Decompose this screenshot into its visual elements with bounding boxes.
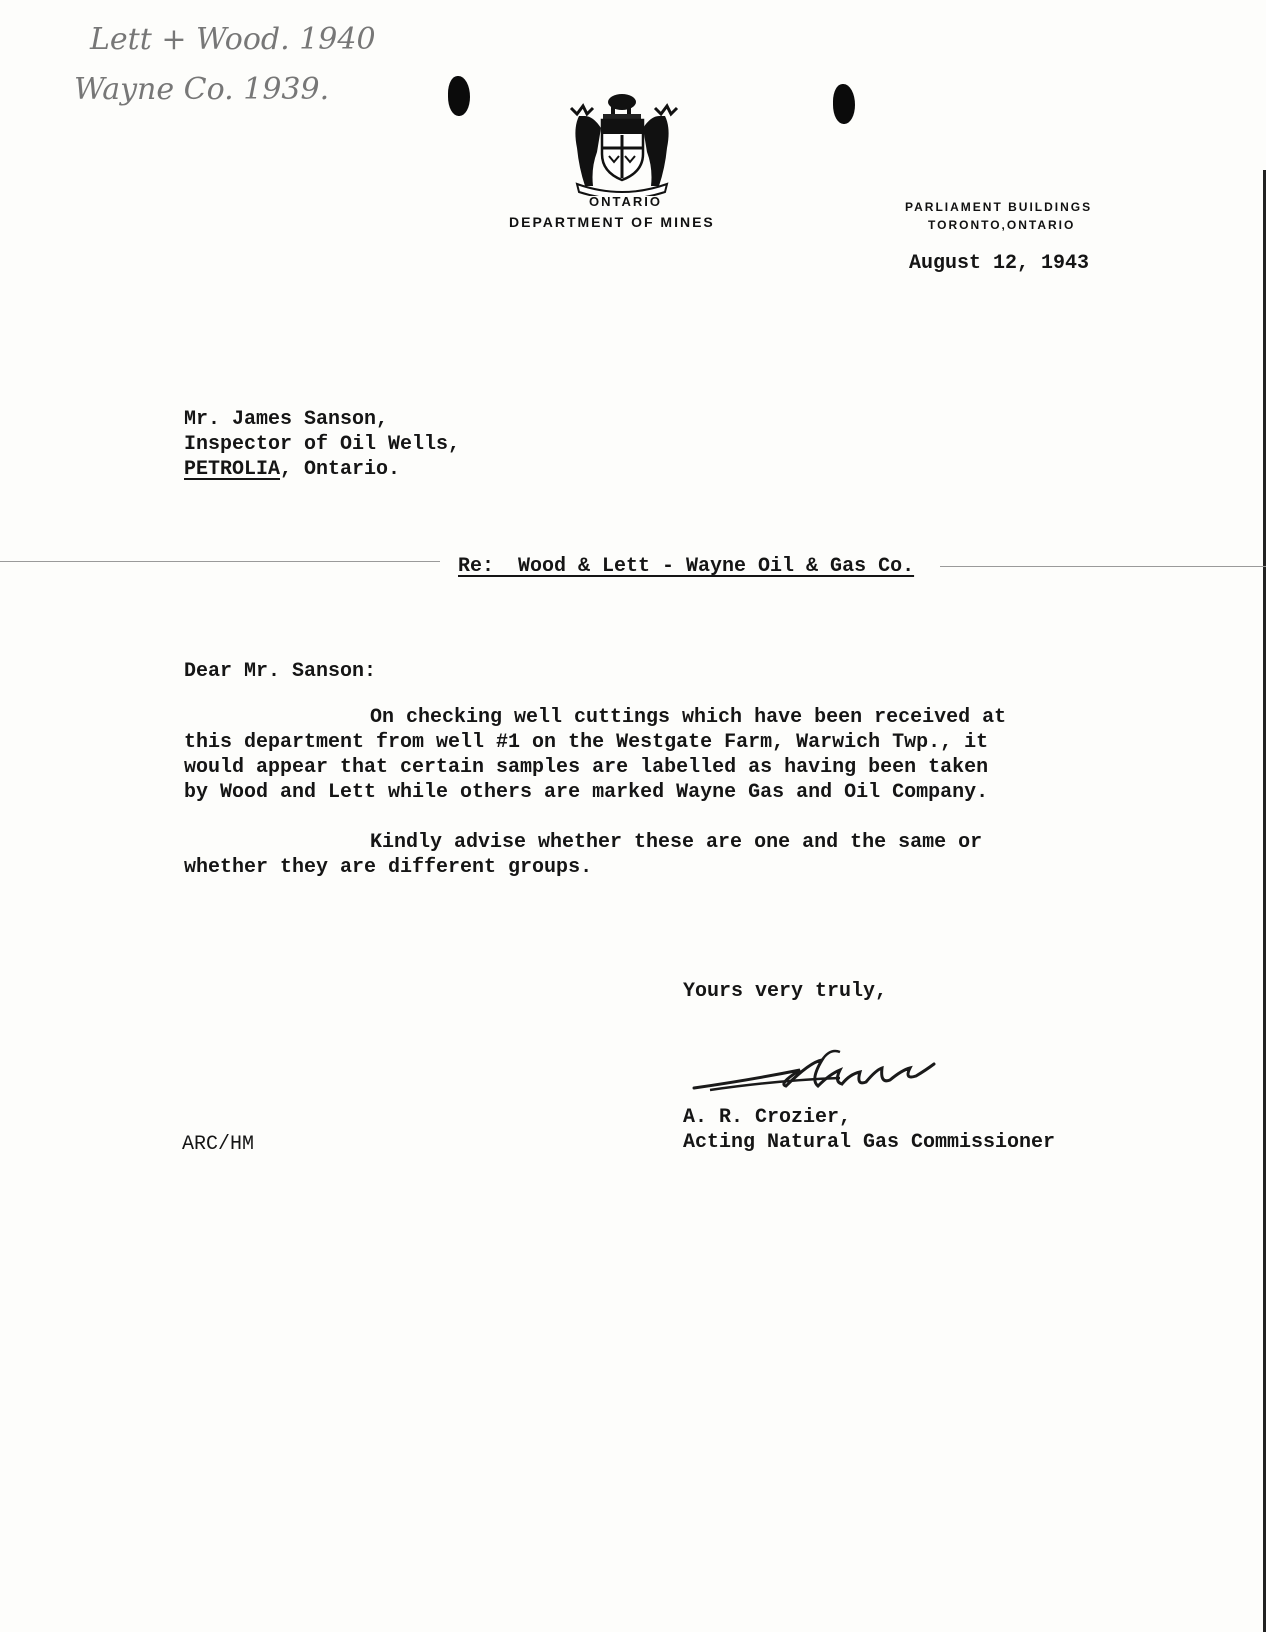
- letterhead-department: DEPARTMENT OF MINES: [509, 214, 715, 230]
- fold-line-left: [0, 561, 440, 562]
- recipient-city: PETROLIA: [184, 458, 281, 481]
- fold-line-right: [940, 566, 1266, 567]
- signatory-title: Acting Natural Gas Commissioner: [683, 1131, 1056, 1154]
- salutation: Dear Mr. Sanson:: [184, 660, 377, 683]
- letterhead-address-line1: PARLIAMENT BUILDINGS: [905, 200, 1093, 214]
- body-p1-line1: On checking well cuttings which have been received at: [370, 706, 1007, 729]
- letterhead-ontario: ONTARIO: [589, 194, 662, 209]
- recipient-title: Inspector of Oil Wells,: [184, 433, 461, 456]
- handwritten-note-line2: Wayne Co. 1939.: [74, 72, 330, 107]
- handwritten-note-line1: Lett + Wood. 1940: [90, 22, 376, 57]
- body-p1-line4: by Wood and Lett while others are marked Wayne Gas and Oil Company.: [184, 781, 989, 804]
- punch-hole-left: [448, 76, 470, 116]
- recipient-address: [184, 458, 400, 481]
- punch-hole-right: [833, 84, 855, 124]
- letterhead-address-line2: TORONTO,ONTARIO: [928, 218, 1076, 232]
- body-p1-line2: this department from well #1 on the Westgate Farm, Warwich Twp., it: [184, 731, 989, 754]
- body-p2-line1: Kindly advise whether these are one and the same or: [370, 831, 983, 854]
- recipient-name: Mr. James Sanson,: [184, 408, 389, 431]
- recipient-province: , Ontario.: [280, 458, 401, 481]
- subject-line: Re: Wood & Lett - Wayne Oil & Gas Co.: [458, 555, 915, 578]
- letter-date: August 12, 1943: [909, 252, 1090, 275]
- body-p1-line3: would appear that certain samples are labelled as having been taken: [184, 756, 989, 779]
- closing: Yours very truly,: [683, 980, 888, 1003]
- signatory-name: A. R. Crozier,: [683, 1106, 852, 1129]
- ontario-coat-of-arms-icon: [565, 88, 680, 196]
- reference-initials: ARC/HM: [182, 1133, 255, 1156]
- signature-icon: [690, 1040, 950, 1110]
- body-p2-line2: whether they are different groups.: [184, 856, 593, 879]
